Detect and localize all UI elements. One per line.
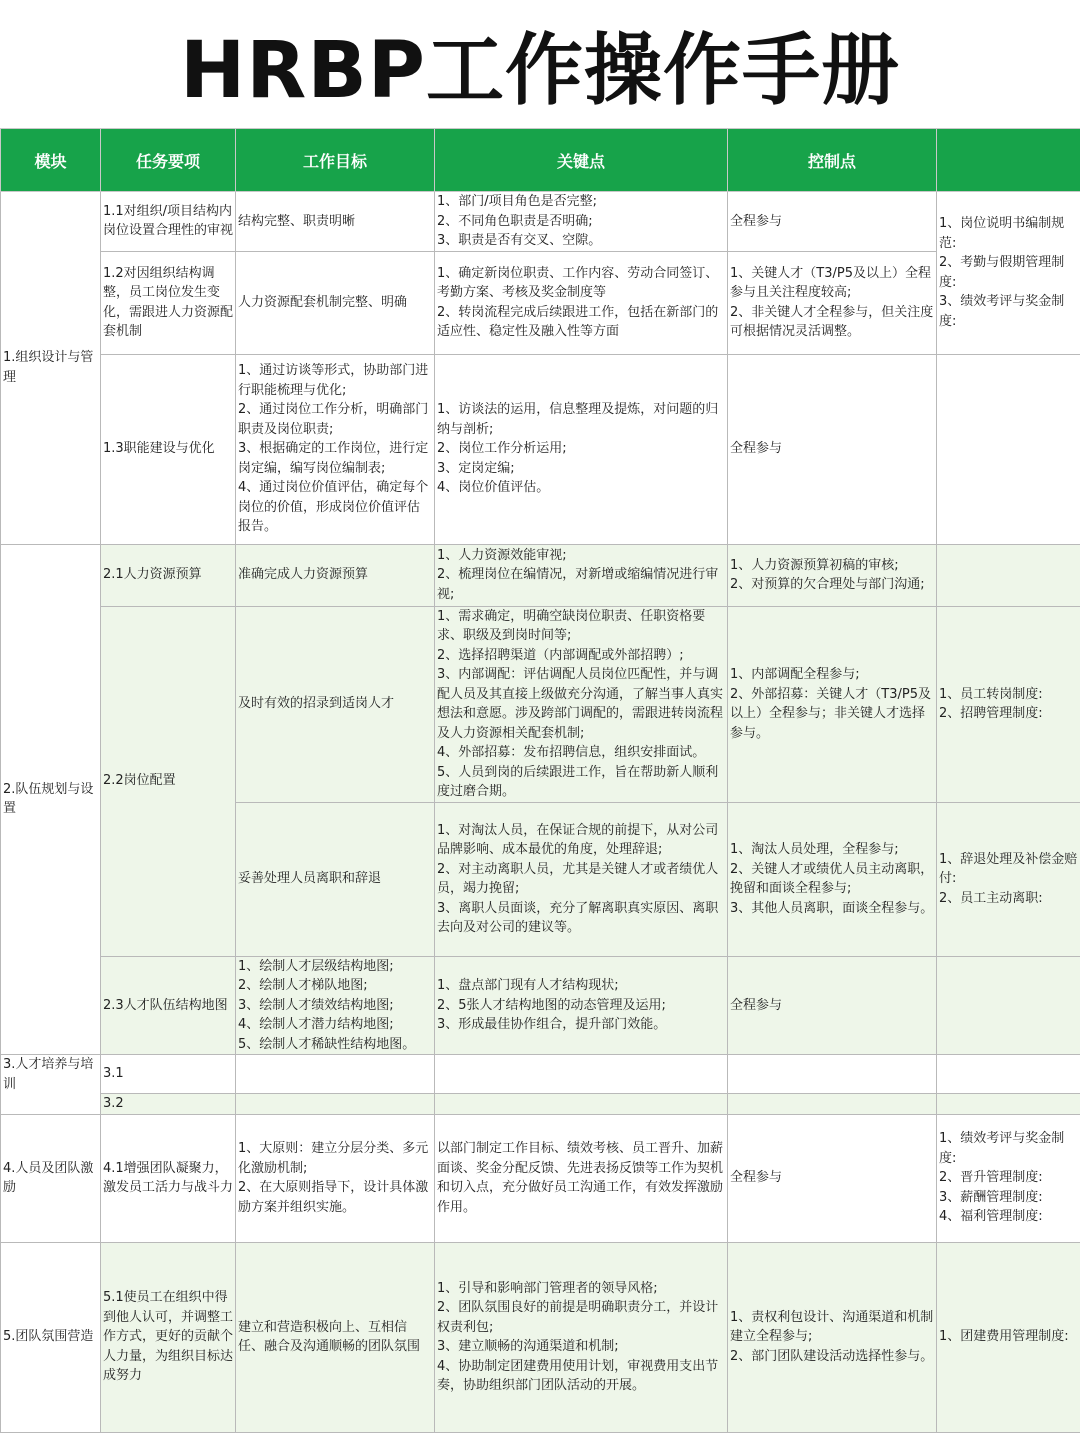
task-cell: 2.3人才队伍结构地图 bbox=[101, 956, 236, 1055]
table-row bbox=[1, 1094, 1080, 1115]
system-cell: 1、岗位说明书编制规范: 2、考勤与假期管理制度: 3、绩效考评与奖金制度: bbox=[937, 192, 1080, 355]
table-row bbox=[1, 1242, 1080, 1432]
system-cell: 1、员工转岗制度: 2、招聘管理制度: bbox=[937, 606, 1080, 802]
goal-cell: 人力资源配套机制完整、明确 bbox=[236, 251, 435, 354]
key-cell: 1、人力资源效能审视; 2、梳理岗位在编情况，对新增或缩编情况进行审视; bbox=[435, 544, 728, 606]
goal-cell: 1、通过访谈等形式，协助部门进行职能梳理与优化; 2、通过岗位工作分析，明确部门职责及岗位职责; 3、根据确定的工作岗位，进行定岗定编，编写岗位编制表; 4、通过岗位价值评估，确定每个岗位的价值，形成岗位价值评估报告。 bbox=[236, 354, 435, 544]
key-cell: 1、引导和影响部门管理者的领导风格; 2、团队氛围良好的前提是明确职责分工，并设计权责利包; 3、建立顺畅的沟通渠道和机制; 4、协助制定团建费用使用计划，审视费用支出节奏，协助组织部门团队活动的开展。 bbox=[435, 1242, 728, 1432]
task-cell: 4.1增强团队凝聚力，激发员工活力与战斗力 bbox=[101, 1114, 236, 1242]
key-cell: 1、需求确定，明确空缺岗位职责、任职资格要求、职级及到岗时间等; 2、选择招聘渠道（内部调配或外部招聘）; 3、内部调配：评估调配人员岗位匹配性，并与调配人员及其直接上级做充分沟通，了解当事人真实想法和意愿。涉及跨部门调配的，需跟进转岗流程及人力资源相关配套机制; 4、外部招募：发布招聘信息，组织安排面试。 5、人员到岗的后续跟进工作，旨在帮助新人顺利度过磨合期。 bbox=[435, 606, 728, 802]
control-cell: 1、内部调配全程参与; 2、外部招募：关键人才（T3/P5及以上）全程参与；非关键人才选择参与。 bbox=[728, 606, 937, 802]
system-cell: 1、绩效考评与奖金制度: 2、晋升管理制度: 3、薪酬管理制度: 4、福利管理制度: bbox=[937, 1114, 1080, 1242]
task-cell: 5.1使员工在组织中得到他人认可，并调整工作方式，更好的贡献个人力量，为组织目标达成努力 bbox=[101, 1242, 236, 1432]
header-blank bbox=[937, 129, 1080, 192]
table-row bbox=[1, 192, 1080, 252]
control-cell: 1、责权利包设计、沟通渠道和机制建立全程参与; 2、部门团队建设活动选择性参与。 bbox=[728, 1242, 937, 1432]
key-cell: 1、对淘汰人员，在保证合规的前提下，从对公司品牌影响、成本最优的角度，处理辞退; 2、对主动离职人员，尤其是关键人才或者绩优人员，竭力挽留; 3、离职人员面谈，充分了解离职真实原因、离职去向及对公司的建议等。 bbox=[435, 802, 728, 956]
header-control-points: 控制点 bbox=[728, 129, 937, 192]
system-cell: 1、辞退处理及补偿金赔付: 2、员工主动离职: bbox=[937, 802, 1080, 956]
table-row bbox=[1, 1114, 1080, 1242]
system-cell bbox=[937, 544, 1080, 606]
key-cell: 以部门制定工作目标、绩效考核、员工晋升、加薪面谈、奖金分配反馈、先进表扬反馈等工作为契机和切入点，充分做好员工沟通工作，有效发挥激励作用。 bbox=[435, 1114, 728, 1242]
module-cell: 3.人才培养与培训 bbox=[1, 1055, 101, 1115]
task-cell: 3.1 bbox=[101, 1055, 236, 1094]
module-cell: 1.组织设计与管理 bbox=[1, 192, 101, 545]
goal-cell: 及时有效的招录到适岗人才 bbox=[236, 606, 435, 802]
task-cell: 1.3职能建设与优化 bbox=[101, 354, 236, 544]
goal-cell: 结构完整、职责明晰 bbox=[236, 192, 435, 252]
goal-cell: 准确完成人力资源预算 bbox=[236, 544, 435, 606]
control-cell: 1、人力资源预算初稿的审核; 2、对预算的欠合理处与部门沟通; bbox=[728, 544, 937, 606]
module-cell: 2.队伍规划与设置 bbox=[1, 544, 101, 1055]
control-cell: 全程参与 bbox=[728, 192, 937, 252]
key-cell: 1、盘点部门现有人才结构现状; 2、5张人才结构地图的动态管理及运用; 3、形成最佳协作组合，提升部门效能。 bbox=[435, 956, 728, 1055]
header-module: 模块 bbox=[1, 129, 101, 192]
header-task: 任务要项 bbox=[101, 129, 236, 192]
task-cell: 3.2 bbox=[101, 1094, 236, 1115]
control-cell: 全程参与 bbox=[728, 1114, 937, 1242]
header-goal: 工作目标 bbox=[236, 129, 435, 192]
module-cell: 4.人员及团队激励 bbox=[1, 1114, 101, 1242]
module-cell: 5.团队氛围营造 bbox=[1, 1242, 101, 1432]
key-cell: 1、确定新岗位职责、工作内容、劳动合同签订、考勤方案、考核及奖金制度等 2、转岗流程完成后续跟进工作，包括在新部门的适应性、稳定性及融入性等方面 bbox=[435, 251, 728, 354]
goal-cell: 1、大原则：建立分层分类、多元化激励机制; 2、在大原则指导下，设计具体激励方案并组织实施。 bbox=[236, 1114, 435, 1242]
goal-cell: 建立和营造积极向上、互相信任、融合及沟通顺畅的团队氛围 bbox=[236, 1242, 435, 1432]
system-cell bbox=[937, 354, 1080, 544]
table-row bbox=[1, 956, 1080, 1055]
control-cell: 1、淘汰人员处理，全程参与; 2、关键人才或绩优人员主动离职，挽留和面谈全程参与; 3、其他人员离职，面谈全程参与。 bbox=[728, 802, 937, 956]
table-row bbox=[1, 606, 1080, 802]
system-cell: 1、团建费用管理制度: bbox=[937, 1242, 1080, 1432]
hrbp-table bbox=[0, 128, 1080, 1433]
table-row bbox=[1, 544, 1080, 606]
control-cell: 全程参与 bbox=[728, 956, 937, 1055]
control-cell: 1、关键人才（T3/P5及以上）全程参与且关注程度较高; 2、非关键人才全程参与，但关注度可根据情况灵活调整。 bbox=[728, 251, 937, 354]
page-title: HRBP工作操作手册 bbox=[180, 26, 900, 116]
task-cell: 2.2岗位配置 bbox=[101, 606, 236, 956]
header-row bbox=[1, 129, 1080, 192]
header-key-points: 关键点 bbox=[435, 129, 728, 192]
task-cell: 1.1对组织/项目结构内岗位设置合理性的审视 bbox=[101, 192, 236, 252]
task-cell: 1.2对因组织结构调整，员工岗位发生变化，需跟进人力资源配套机制 bbox=[101, 251, 236, 354]
goal-cell: 妥善处理人员离职和辞退 bbox=[236, 802, 435, 956]
goal-cell: 1、绘制人才层级结构地图; 2、绘制人才梯队地图; 3、绘制人才绩效结构地图; 4、绘制人才潜力结构地图; 5、绘制人才稀缺性结构地图。 bbox=[236, 956, 435, 1055]
table-row bbox=[1, 1055, 1080, 1094]
table-row bbox=[1, 354, 1080, 544]
table-row bbox=[1, 251, 1080, 354]
key-cell: 1、部门/项目角色是否完整; 2、不同角色职责是否明确; 3、职责是否有交叉、空隙。 bbox=[435, 192, 728, 252]
system-cell bbox=[937, 956, 1080, 1055]
task-cell: 2.1人力资源预算 bbox=[101, 544, 236, 606]
key-cell: 1、访谈法的运用，信息整理及提炼，对问题的归纳与剖析; 2、岗位工作分析运用; 3、定岗定编; 4、岗位价值评估。 bbox=[435, 354, 728, 544]
control-cell: 全程参与 bbox=[728, 354, 937, 544]
